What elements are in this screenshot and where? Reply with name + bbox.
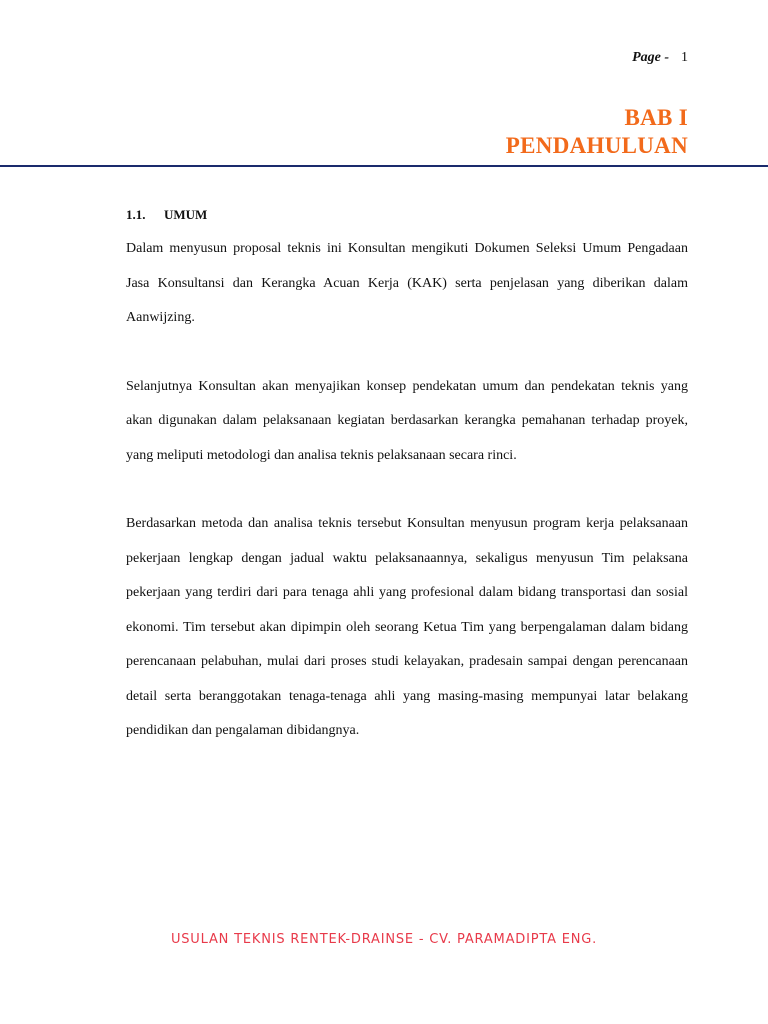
chapter-title: PENDAHULUAN	[505, 133, 688, 158]
page-footer: USULAN TEKNIS RENTEK-DRAINSE - CV. PARAMADIPTA ENG.	[170, 932, 598, 947]
paragraph-3: Berdasarkan metoda dan analisa teknis tersebut Konsultan menyusun program kerja pelaksanaan pekerjaan lengkap dengan jadual waktu pelaksanaannya, sekaligus menyusun Tim pelaksana pekerjaan yang terdiri dari para tenaga ahli yang profesional dalam bidang transportasi dan sosial ekonomi. Tim tersebut akan dipimpin oleh seorang Ketua Tim yang berpengalaman dalam bidang perencanaan pelabuhan, mulai dari proses studi kelayakan, pradesain sampai dengan perencanaan detail serta beranggotakan tenaga-tenaga ahli yang masing-masing mempunyai latar belakang pendidikan dan pengalaman dibidangnya.	[126, 516, 688, 738]
page-label: Page -	[632, 50, 669, 65]
chapter-heading	[506, 104, 688, 160]
section-title: UMUM	[164, 207, 208, 222]
chapter-number: BAB I	[624, 105, 688, 130]
paragraph-2: Selanjutnya Konsultan akan menyajikan konsep pendekatan umum dan pendekatan teknis yang akan digunakan dalam pelaksanaan kegiatan berdasarkan kerangka pemahanan terhadap proyek, yang meliputi metodologi dan analisa teknis pelaksanaan secara rinci.	[126, 378, 688, 463]
page-number	[632, 50, 688, 66]
page-number-value: 1	[681, 50, 688, 65]
document-body	[126, 206, 688, 749]
section-number: 1.1.	[126, 207, 146, 222]
section-heading	[126, 206, 688, 224]
paragraph-1: Dalam menyusun proposal teknis ini Konsultan mengikuti Dokumen Seleksi Umum Pengadaan Jasa Konsultansi dan Kerangka Acuan Kerja (KAK) serta penjelasan yang diberikan dalam Aanwijzing.	[126, 241, 688, 325]
header-divider	[0, 165, 768, 167]
